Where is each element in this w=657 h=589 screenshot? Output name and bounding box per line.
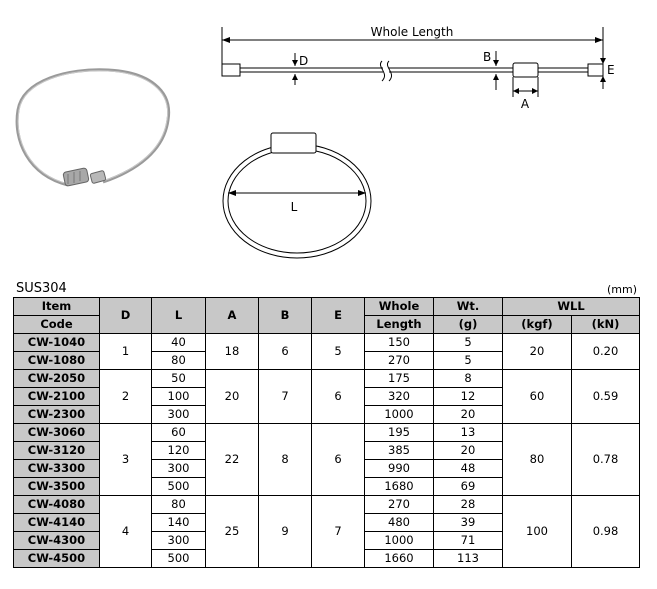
header-wll: WLL — [503, 298, 640, 316]
wll-kgf-cell: 100 — [503, 496, 572, 568]
whole-length-label: Whole Length — [370, 25, 454, 39]
a-cell: 22 — [206, 424, 259, 496]
whole-length-cell: 385 — [365, 442, 434, 460]
l-cell: 80 — [152, 352, 206, 370]
whole-length-cell: 1000 — [365, 406, 434, 424]
item-code-cell: CW-4080 — [14, 496, 100, 514]
wll-kn-cell: 0.20 — [572, 334, 640, 370]
l-cell: 40 — [152, 334, 206, 352]
weight-cell: 8 — [434, 370, 503, 388]
whole-length-cell: 175 — [365, 370, 434, 388]
dimension-drawing — [210, 15, 650, 265]
d-cell: 4 — [100, 496, 152, 568]
wll-kn-cell: 0.98 — [572, 496, 640, 568]
whole-length-cell: 1660 — [365, 550, 434, 568]
weight-cell: 39 — [434, 514, 503, 532]
l-cell: 80 — [152, 496, 206, 514]
weight-cell: 20 — [434, 442, 503, 460]
item-code-cell: CW-1080 — [14, 352, 100, 370]
weight-cell: 13 — [434, 424, 503, 442]
wll-kgf-cell: 80 — [503, 424, 572, 496]
header-item-code-2: Code — [14, 316, 100, 334]
item-code-cell: CW-3120 — [14, 442, 100, 460]
whole-length-cell: 270 — [365, 496, 434, 514]
l-cell: 120 — [152, 442, 206, 460]
a-cell: 18 — [206, 334, 259, 370]
whole-length-cell: 990 — [365, 460, 434, 478]
l-cell: 50 — [152, 370, 206, 388]
material-label: SUS304 — [16, 281, 67, 296]
header-item-code: Item — [14, 298, 100, 316]
whole-length-cell: 270 — [365, 352, 434, 370]
d-cell: 2 — [100, 370, 152, 424]
e-label: E — [607, 63, 615, 77]
l-cell: 300 — [152, 460, 206, 478]
l-label: L — [290, 200, 298, 214]
b-label: B — [483, 50, 492, 64]
whole-length-cell: 1680 — [365, 478, 434, 496]
item-code-cell: CW-2300 — [14, 406, 100, 424]
e-cell: 6 — [312, 370, 365, 424]
a-cell: 25 — [206, 496, 259, 568]
a-cell: 20 — [206, 370, 259, 424]
e-cell: 6 — [312, 424, 365, 496]
wll-kgf-cell: 60 — [503, 370, 572, 424]
b-cell: 9 — [259, 496, 312, 568]
l-cell: 100 — [152, 388, 206, 406]
whole-length-cell: 320 — [365, 388, 434, 406]
item-code-cell: CW-3300 — [14, 460, 100, 478]
header-kgf: (kgf) — [503, 316, 572, 334]
spec-table-body — [14, 334, 640, 568]
header-weight: Wt. — [434, 298, 503, 316]
wll-kn-cell: 0.59 — [572, 370, 640, 424]
weight-cell: 71 — [434, 532, 503, 550]
weight-cell: 12 — [434, 388, 503, 406]
b-cell: 6 — [259, 334, 312, 370]
weight-cell: 20 — [434, 406, 503, 424]
weight-cell: 69 — [434, 478, 503, 496]
product-photo — [8, 60, 188, 200]
table-row — [14, 496, 640, 514]
b-cell: 8 — [259, 424, 312, 496]
d-cell: 3 — [100, 424, 152, 496]
whole-length-cell: 195 — [365, 424, 434, 442]
whole-length-cell: 150 — [365, 334, 434, 352]
weight-cell: 28 — [434, 496, 503, 514]
a-label: A — [520, 97, 530, 111]
header-whole-length-2: Length — [365, 316, 434, 334]
weight-cell: 113 — [434, 550, 503, 568]
table-row — [14, 334, 640, 352]
b-cell: 7 — [259, 370, 312, 424]
header-whole-length: Whole — [365, 298, 434, 316]
d-cell: 1 — [100, 334, 152, 370]
header-a: A — [206, 298, 259, 334]
header-e: E — [312, 298, 365, 334]
header-weight-unit: (g) — [434, 316, 503, 334]
spec-table — [13, 297, 640, 568]
unit-label: (mm) — [606, 283, 637, 296]
item-code-cell: CW-4140 — [14, 514, 100, 532]
item-code-cell: CW-2100 — [14, 388, 100, 406]
whole-length-cell: 1000 — [365, 532, 434, 550]
table-row — [14, 370, 640, 388]
l-cell: 500 — [152, 550, 206, 568]
weight-cell: 5 — [434, 334, 503, 352]
header-kn: (kN) — [572, 316, 640, 334]
item-code-cell: CW-3500 — [14, 478, 100, 496]
l-cell: 60 — [152, 424, 206, 442]
l-cell: 300 — [152, 406, 206, 424]
l-cell: 140 — [152, 514, 206, 532]
header-l: L — [152, 298, 206, 334]
whole-length-cell: 480 — [365, 514, 434, 532]
weight-cell: 5 — [434, 352, 503, 370]
d-label: D — [299, 54, 309, 68]
item-code-cell: CW-3060 — [14, 424, 100, 442]
header-d: D — [100, 298, 152, 334]
weight-cell: 48 — [434, 460, 503, 478]
item-code-cell: CW-1040 — [14, 334, 100, 352]
item-code-cell: CW-4300 — [14, 532, 100, 550]
header-b: B — [259, 298, 312, 334]
l-cell: 500 — [152, 478, 206, 496]
table-row — [14, 424, 640, 442]
item-code-cell: CW-2050 — [14, 370, 100, 388]
wll-kn-cell: 0.78 — [572, 424, 640, 496]
e-cell: 7 — [312, 496, 365, 568]
l-cell: 300 — [152, 532, 206, 550]
item-code-cell: CW-4500 — [14, 550, 100, 568]
wll-kgf-cell: 20 — [503, 334, 572, 370]
e-cell: 5 — [312, 334, 365, 370]
